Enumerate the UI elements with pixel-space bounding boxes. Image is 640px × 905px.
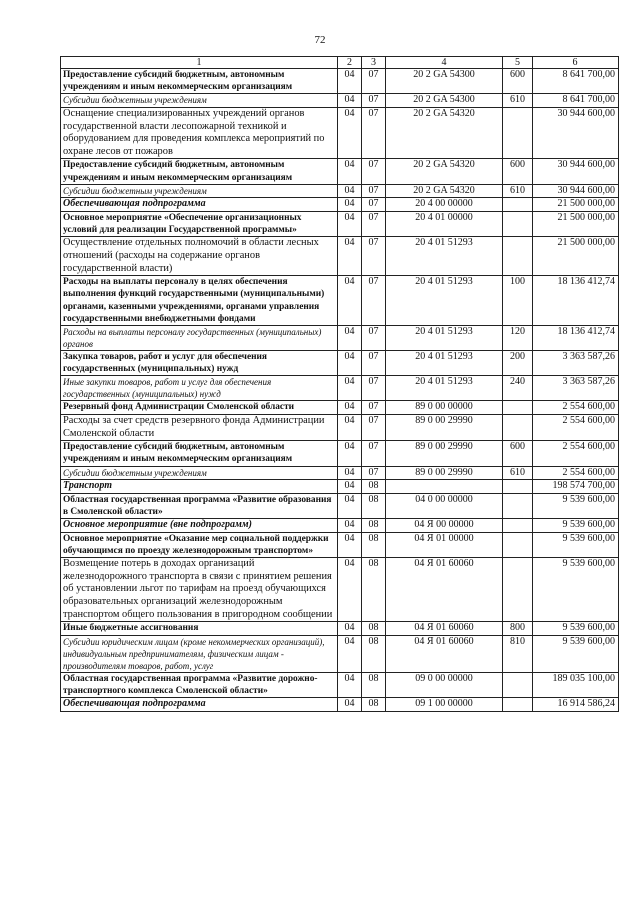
row-name-cell: Резервный фонд Администрации Смоленской области bbox=[61, 401, 338, 415]
expense-type-cell bbox=[503, 401, 533, 415]
table-row bbox=[61, 94, 619, 108]
section-code-cell: 04 bbox=[338, 325, 362, 350]
target-article-cell: 04 0 00 00000 bbox=[386, 493, 503, 518]
expense-type-cell: 810 bbox=[503, 635, 533, 672]
expense-type-cell: 800 bbox=[503, 622, 533, 636]
row-name-cell: Расходы за счет средств резервного фонда Администрации Смоленской области bbox=[61, 414, 338, 440]
table-row bbox=[61, 198, 619, 212]
table-row bbox=[61, 276, 619, 326]
expense-type-cell bbox=[503, 211, 533, 236]
column-header: 5 bbox=[503, 57, 533, 69]
amount-cell: 2 554 600,00 bbox=[533, 441, 619, 466]
subsection-code-cell: 07 bbox=[362, 108, 386, 159]
target-article-cell: 09 1 00 00000 bbox=[386, 698, 503, 712]
table-row bbox=[61, 558, 619, 622]
subsection-code-cell: 07 bbox=[362, 94, 386, 108]
amount-cell: 18 136 412,74 bbox=[533, 276, 619, 326]
table-row bbox=[61, 493, 619, 518]
target-article-cell: 20 2 GA 54300 bbox=[386, 69, 503, 94]
subsection-code-cell: 08 bbox=[362, 558, 386, 622]
subsection-code-cell: 07 bbox=[362, 159, 386, 184]
section-code-cell: 04 bbox=[338, 184, 362, 198]
subsection-code-cell: 07 bbox=[362, 69, 386, 94]
section-code-cell: 04 bbox=[338, 69, 362, 94]
amount-cell: 189 035 100,00 bbox=[533, 672, 619, 697]
amount-cell: 3 363 587,26 bbox=[533, 350, 619, 375]
target-article-cell: 20 4 00 00000 bbox=[386, 198, 503, 212]
subsection-code-cell: 07 bbox=[362, 325, 386, 350]
expense-type-cell bbox=[503, 237, 533, 276]
amount-cell: 16 914 586,24 bbox=[533, 698, 619, 712]
table-row bbox=[61, 401, 619, 415]
row-name-cell: Основное мероприятие «Оказание мер социальной поддержки обучающимся по проезду железнодорожным транспортом» bbox=[61, 532, 338, 557]
section-code-cell: 04 bbox=[338, 622, 362, 636]
subsection-code-cell: 07 bbox=[362, 414, 386, 440]
row-name-cell: Транспорт bbox=[61, 480, 338, 494]
amount-cell: 3 363 587,26 bbox=[533, 376, 619, 401]
target-article-cell: 89 0 00 29990 bbox=[386, 441, 503, 466]
expense-type-cell bbox=[503, 532, 533, 557]
table-row bbox=[61, 635, 619, 672]
expense-type-cell bbox=[503, 519, 533, 533]
section-code-cell: 04 bbox=[338, 94, 362, 108]
table-row bbox=[61, 350, 619, 375]
row-name-cell: Расходы на выплаты персоналу в целях обеспечения выполнения функций государственными (муниципальными) органами, казенными учреждениями, органами управления государственными внебюджетными фондами bbox=[61, 276, 338, 326]
amount-cell: 9 539 600,00 bbox=[533, 532, 619, 557]
row-name-cell: Осуществление отдельных полномочий в области лесных отношений (расходы на содержание органов государственной власти) bbox=[61, 237, 338, 276]
target-article-cell: 04 Я 01 00000 bbox=[386, 532, 503, 557]
subsection-code-cell: 08 bbox=[362, 480, 386, 494]
page-number: 72 bbox=[314, 34, 326, 46]
target-article-cell: 89 0 00 29990 bbox=[386, 466, 503, 480]
subsection-code-cell: 07 bbox=[362, 237, 386, 276]
expense-type-cell bbox=[503, 558, 533, 622]
row-name-cell: Предоставление субсидий бюджетным, автономным учреждениям и иным некоммерческим организациям bbox=[61, 159, 338, 184]
section-code-cell: 04 bbox=[338, 480, 362, 494]
amount-cell: 9 539 600,00 bbox=[533, 622, 619, 636]
table-row bbox=[61, 69, 619, 94]
expense-type-cell bbox=[503, 198, 533, 212]
section-code-cell: 04 bbox=[338, 558, 362, 622]
expense-type-cell: 200 bbox=[503, 350, 533, 375]
target-article-cell: 20 2 GA 54320 bbox=[386, 108, 503, 159]
budget-table bbox=[60, 56, 619, 712]
row-name-cell: Областная государственная программа «Развитие образования в Смоленской области» bbox=[61, 493, 338, 518]
expense-type-cell bbox=[503, 480, 533, 494]
target-article-cell: 20 2 GA 54300 bbox=[386, 94, 503, 108]
amount-cell: 18 136 412,74 bbox=[533, 325, 619, 350]
expense-type-cell bbox=[503, 108, 533, 159]
subsection-code-cell: 07 bbox=[362, 466, 386, 480]
amount-cell: 9 539 600,00 bbox=[533, 635, 619, 672]
amount-cell: 30 944 600,00 bbox=[533, 184, 619, 198]
section-code-cell: 04 bbox=[338, 441, 362, 466]
section-code-cell: 04 bbox=[338, 401, 362, 415]
subsection-code-cell: 07 bbox=[362, 350, 386, 375]
amount-cell: 30 944 600,00 bbox=[533, 108, 619, 159]
expense-type-cell: 600 bbox=[503, 441, 533, 466]
subsection-code-cell: 08 bbox=[362, 635, 386, 672]
table-row bbox=[61, 414, 619, 440]
subsection-code-cell: 08 bbox=[362, 698, 386, 712]
amount-cell: 2 554 600,00 bbox=[533, 466, 619, 480]
subsection-code-cell: 07 bbox=[362, 184, 386, 198]
target-article-cell: 89 0 00 29990 bbox=[386, 414, 503, 440]
table-row bbox=[61, 532, 619, 557]
column-header: 3 bbox=[362, 57, 386, 69]
expense-type-cell: 610 bbox=[503, 184, 533, 198]
subsection-code-cell: 07 bbox=[362, 276, 386, 326]
subsection-code-cell: 08 bbox=[362, 622, 386, 636]
row-name-cell: Субсидии бюджетным учреждениям bbox=[61, 94, 338, 108]
table-header-row bbox=[61, 57, 619, 69]
target-article-cell: 04 Я 01 60060 bbox=[386, 635, 503, 672]
table-row bbox=[61, 376, 619, 401]
expense-type-cell: 600 bbox=[503, 69, 533, 94]
row-name-cell: Субсидии бюджетным учреждениям bbox=[61, 184, 338, 198]
target-article-cell: 04 Я 01 60060 bbox=[386, 622, 503, 636]
table-row bbox=[61, 159, 619, 184]
expense-type-cell: 610 bbox=[503, 466, 533, 480]
subsection-code-cell: 07 bbox=[362, 198, 386, 212]
row-name-cell: Оснащение специализированных учреждений органов государственной власти лесопожарной техникой и оборудованием для проведения комплекса мероприятий по охране лесов от пожаров bbox=[61, 108, 338, 159]
section-code-cell: 04 bbox=[338, 532, 362, 557]
target-article-cell: 20 4 01 00000 bbox=[386, 211, 503, 236]
subsection-code-cell: 08 bbox=[362, 493, 386, 518]
target-article-cell: 04 Я 00 00000 bbox=[386, 519, 503, 533]
section-code-cell: 04 bbox=[338, 698, 362, 712]
expense-type-cell: 240 bbox=[503, 376, 533, 401]
subsection-code-cell: 07 bbox=[362, 401, 386, 415]
amount-cell: 8 641 700,00 bbox=[533, 94, 619, 108]
column-header: 1 bbox=[61, 57, 338, 69]
target-article-cell: 20 4 01 51293 bbox=[386, 237, 503, 276]
section-code-cell: 04 bbox=[338, 198, 362, 212]
expense-type-cell bbox=[503, 493, 533, 518]
row-name-cell: Субсидии юридическим лицам (кроме некоммерческих организаций), индивидуальным предпринимателям, физическим лицам - производителям товаров, работ, услуг bbox=[61, 635, 338, 672]
row-name-cell: Основное мероприятие «Обеспечение организационных условий для реализации Государственной программы» bbox=[61, 211, 338, 236]
amount-cell: 9 539 600,00 bbox=[533, 519, 619, 533]
table-row bbox=[61, 441, 619, 466]
section-code-cell: 04 bbox=[338, 672, 362, 697]
expense-type-cell bbox=[503, 698, 533, 712]
table-row bbox=[61, 519, 619, 533]
section-code-cell: 04 bbox=[338, 466, 362, 480]
row-name-cell: Закупка товаров, работ и услуг для обеспечения государственных (муниципальных) нужд bbox=[61, 350, 338, 375]
amount-cell: 8 641 700,00 bbox=[533, 69, 619, 94]
amount-cell: 2 554 600,00 bbox=[533, 414, 619, 440]
column-header: 6 bbox=[533, 57, 619, 69]
column-header: 2 bbox=[338, 57, 362, 69]
section-code-cell: 04 bbox=[338, 159, 362, 184]
expense-type-cell bbox=[503, 414, 533, 440]
row-name-cell: Иные закупки товаров, работ и услуг для обеспечения государственных (муниципальных) нужд bbox=[61, 376, 338, 401]
table-row bbox=[61, 237, 619, 276]
amount-cell: 21 500 000,00 bbox=[533, 211, 619, 236]
expense-type-cell bbox=[503, 672, 533, 697]
target-article-cell: 04 Я 01 60060 bbox=[386, 558, 503, 622]
target-article-cell: 20 4 01 51293 bbox=[386, 325, 503, 350]
table-row bbox=[61, 622, 619, 636]
section-code-cell: 04 bbox=[338, 519, 362, 533]
section-code-cell: 04 bbox=[338, 376, 362, 401]
amount-cell: 2 554 600,00 bbox=[533, 401, 619, 415]
subsection-code-cell: 07 bbox=[362, 376, 386, 401]
amount-cell: 30 944 600,00 bbox=[533, 159, 619, 184]
table-row bbox=[61, 672, 619, 697]
row-name-cell: Обеспечивающая подпрограмма bbox=[61, 198, 338, 212]
column-header: 4 bbox=[386, 57, 503, 69]
table-row bbox=[61, 325, 619, 350]
row-name-cell: Основное мероприятие (вне подпрограмм) bbox=[61, 519, 338, 533]
section-code-cell: 04 bbox=[338, 108, 362, 159]
section-code-cell: 04 bbox=[338, 635, 362, 672]
row-name-cell: Областная государственная программа «Развитие дорожно-транспортного комплекса Смоленской области» bbox=[61, 672, 338, 697]
table-row bbox=[61, 108, 619, 159]
row-name-cell: Возмещение потерь в доходах организаций железнодорожного транспорта в связи с принятием решения об установлении льгот по тарифам на проезд обучающихся образовательных организаций железнодорожным транспортом общего пользования в пригородном сообщении bbox=[61, 558, 338, 622]
section-code-cell: 04 bbox=[338, 276, 362, 326]
expense-type-cell: 100 bbox=[503, 276, 533, 326]
target-article-cell: 89 0 00 00000 bbox=[386, 401, 503, 415]
expense-type-cell: 600 bbox=[503, 159, 533, 184]
row-name-cell: Иные бюджетные ассигнования bbox=[61, 622, 338, 636]
section-code-cell: 04 bbox=[338, 211, 362, 236]
subsection-code-cell: 08 bbox=[362, 519, 386, 533]
target-article-cell bbox=[386, 480, 503, 494]
target-article-cell: 20 4 01 51293 bbox=[386, 276, 503, 326]
amount-cell: 21 500 000,00 bbox=[533, 237, 619, 276]
row-name-cell: Предоставление субсидий бюджетным, автономным учреждениям и иным некоммерческим организациям bbox=[61, 441, 338, 466]
table-row bbox=[61, 698, 619, 712]
subsection-code-cell: 08 bbox=[362, 532, 386, 557]
table-row bbox=[61, 184, 619, 198]
section-code-cell: 04 bbox=[338, 237, 362, 276]
amount-cell: 9 539 600,00 bbox=[533, 493, 619, 518]
row-name-cell: Предоставление субсидий бюджетным, автономным учреждениям и иным некоммерческим организациям bbox=[61, 69, 338, 94]
section-code-cell: 04 bbox=[338, 350, 362, 375]
section-code-cell: 04 bbox=[338, 493, 362, 518]
row-name-cell: Субсидии бюджетным учреждениям bbox=[61, 466, 338, 480]
target-article-cell: 20 2 GA 54320 bbox=[386, 159, 503, 184]
subsection-code-cell: 08 bbox=[362, 672, 386, 697]
amount-cell: 9 539 600,00 bbox=[533, 558, 619, 622]
subsection-code-cell: 07 bbox=[362, 441, 386, 466]
amount-cell: 198 574 700,00 bbox=[533, 480, 619, 494]
target-article-cell: 20 2 GA 54320 bbox=[386, 184, 503, 198]
section-code-cell: 04 bbox=[338, 414, 362, 440]
row-name-cell: Обеспечивающая подпрограмма bbox=[61, 698, 338, 712]
table-row bbox=[61, 211, 619, 236]
expense-type-cell: 120 bbox=[503, 325, 533, 350]
table-row bbox=[61, 466, 619, 480]
subsection-code-cell: 07 bbox=[362, 211, 386, 236]
expense-type-cell: 610 bbox=[503, 94, 533, 108]
row-name-cell: Расходы на выплаты персоналу государственных (муниципальных) органов bbox=[61, 325, 338, 350]
target-article-cell: 20 4 01 51293 bbox=[386, 376, 503, 401]
target-article-cell: 20 4 01 51293 bbox=[386, 350, 503, 375]
amount-cell: 21 500 000,00 bbox=[533, 198, 619, 212]
target-article-cell: 09 0 00 00000 bbox=[386, 672, 503, 697]
table-row bbox=[61, 480, 619, 494]
